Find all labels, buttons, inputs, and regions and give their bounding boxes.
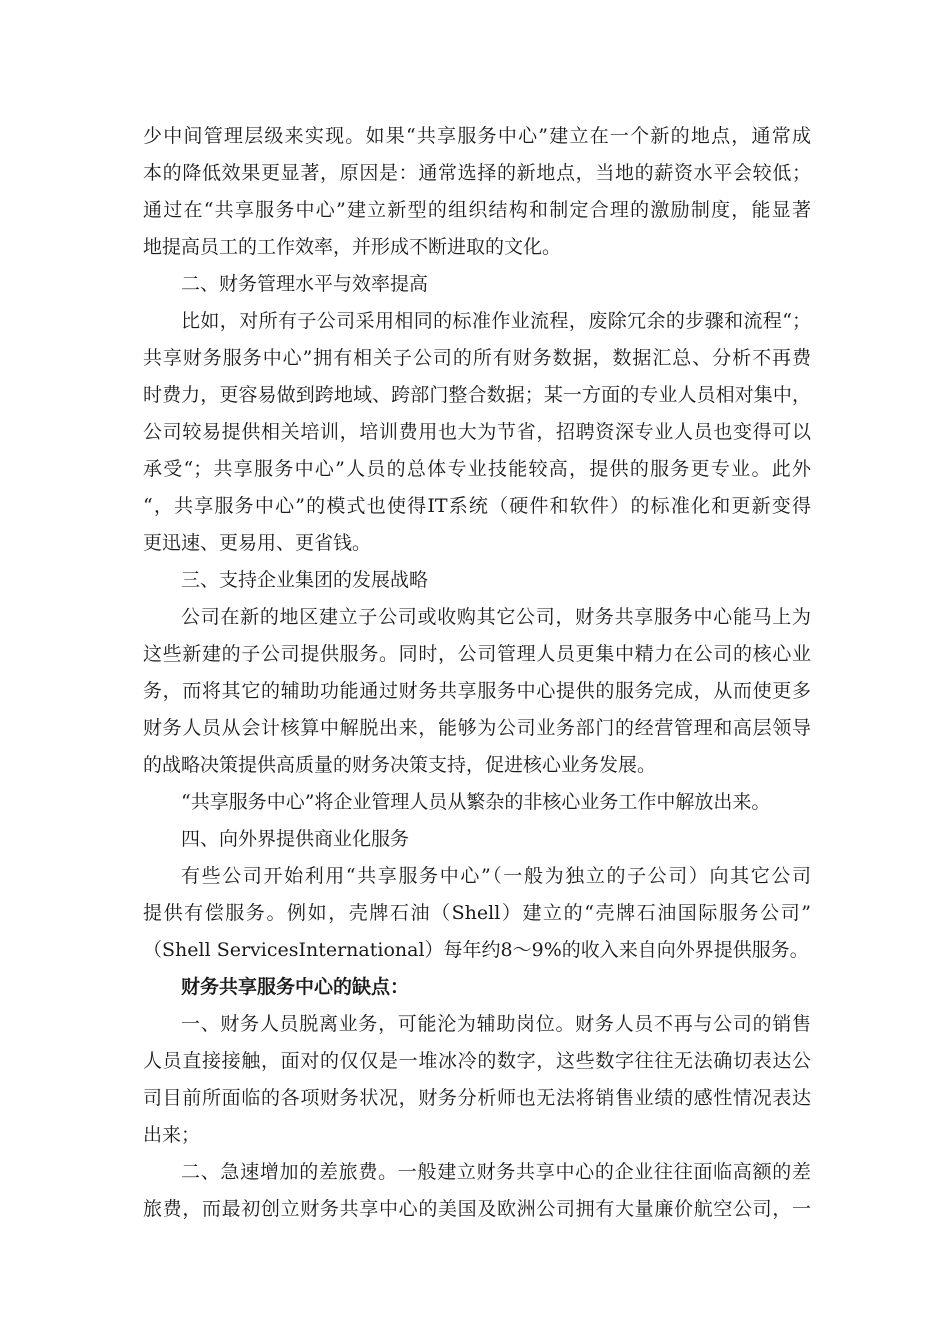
paragraph-line: 的战略决策提供高质量的财务决策支持，促进核心业务发展。 xyxy=(143,754,657,776)
paragraph-line: 本的降低效果更显著，原因是：通常选择的新地点，当地的薪资水平会较低； xyxy=(143,162,811,184)
section-heading: 四、向外界提供商业化服务 xyxy=(181,828,410,850)
paragraph-line: 二、急速增加的差旅费。一般建立财务共享中心的企业往往面临高额的差 xyxy=(181,1161,811,1183)
paragraph-line: 一、财务人员脱离业务，可能沦为辅助岗位。财务人员不再与公司的销售 xyxy=(181,1013,811,1035)
section-heading: 三、支持企业集团的发展战略 xyxy=(181,569,429,591)
paragraph-line: 比如，对所有子公司采用相同的标准作业流程，废除冗余的步骤和流程“； xyxy=(181,310,811,332)
paragraph-line: （Shell ServicesInternational）每年约8～9%的收入来自向外界提供服务。 xyxy=(143,939,809,961)
paragraph-line: 人员直接接触，面对的仅仅是一堆冰冷的数字，这些数字往往无法确切表达公 xyxy=(143,1050,811,1072)
paragraph-line: “共享服务中心”将企业管理人员从繁杂的非核心业务工作中解放出来。 xyxy=(181,791,771,813)
bold-heading: 财务共享服务中心的缺点： xyxy=(181,976,410,998)
paragraph-line: “，共享服务中心”的模式也使得IT系统（硬件和软件）的标准化和更新变得 xyxy=(143,495,811,517)
paragraph-line: 有些公司开始利用“共享服务中心”（一般为独立的子公司）向其它公司 xyxy=(181,865,811,887)
paragraph-line: 通过在“共享服务中心”建立新型的组织结构和制定合理的激励制度，能显著 xyxy=(143,199,811,221)
paragraph-line: 少中间管理层级来实现。如果“共享服务中心”建立在一个新的地点，通常成 xyxy=(143,125,811,147)
paragraph-line: 司目前所面临的各项财务状况，财务分析师也无法将销售业绩的感性情况表达 xyxy=(143,1087,811,1109)
paragraph-line: 公司在新的地区建立子公司或收购其它公司，财务共享服务中心能马上为 xyxy=(181,606,811,628)
paragraph-line: 务，而将其它的辅助功能通过财务共享服务中心提供的服务完成，从而使更多 xyxy=(143,680,811,702)
paragraph-line: 出来； xyxy=(143,1124,201,1146)
paragraph-line: 提供有偿服务。例如，壳牌石油（Shell）建立的“壳牌石油国际服务公司” xyxy=(143,902,811,924)
paragraph-line: 更迅速、更易用、更省钱。 xyxy=(143,532,372,554)
paragraph-line: 共享财务服务中心”拥有相关子公司的所有财务数据，数据汇总、分析不再费 xyxy=(143,347,811,369)
document-body xyxy=(143,118,811,1228)
paragraph-line: 时费力，更容易做到跨地域、跨部门整合数据；某一方面的专业人员相对集中， xyxy=(143,384,811,406)
paragraph-line: 地提高员工的工作效率，并形成不断进取的文化。 xyxy=(143,236,562,258)
paragraph-line: 这些新建的子公司提供服务。同时，公司管理人员更集中精力在公司的核心业 xyxy=(143,643,811,665)
paragraph-line: 财务人员从会计核算中解脱出来，能够为公司业务部门的经营管理和高层领导 xyxy=(143,717,811,739)
paragraph-line: 旅费，而最初创立财务共享中心的美国及欧洲公司拥有大量廉价航空公司，一 xyxy=(143,1198,811,1220)
paragraph-line: 公司较易提供相关培训，培训费用也大为节省，招聘资深专业人员也变得可以 xyxy=(143,421,811,443)
section-heading: 二、财务管理水平与效率提高 xyxy=(181,273,429,295)
paragraph-line: 承受“；共享服务中心”人员的总体专业技能较高，提供的服务更专业。此外 xyxy=(143,458,811,480)
